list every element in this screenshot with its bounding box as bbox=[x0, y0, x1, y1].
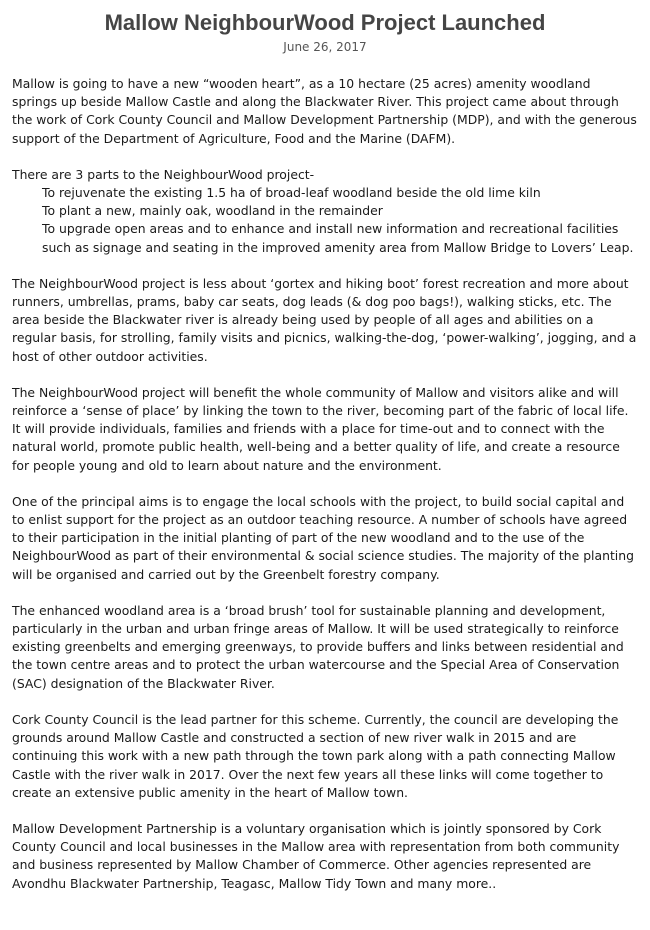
list-item: To upgrade open areas and to enhance and install new information and recreational facilities such as signage and seating in the improved amenity area from Mallow Bridge to Lovers’ Leap. bbox=[42, 221, 634, 255]
paragraph-schools: One of the principal aims is to engage the local schools with the project, to build social capital and to enlist support for the project as an outdoor teaching resource. A number of schools have agreed to their participation in the initial planting of part of the new woodland and to the use of the NeighbourWood as part of their environmental & social science studies. The majority of the planting will be organised and carried out by the Greenbelt forestry company. bbox=[12, 493, 634, 582]
parts-intro: There are 3 parts to the NeighbourWood project- bbox=[12, 166, 315, 182]
list-item: To rejuvenate the existing 1.5 ha of broad-leaf woodland beside the old lime kiln bbox=[42, 185, 541, 201]
paragraph-council: Cork County Council is the lead partner for this scheme. Currently, the council are developing the grounds around Mallow Castle and constructed a section of new river walk in 2015 and are continuing this work with a new path through the town park along with a path connecting Mallow Castle with the river walk in 2017. Over the next few years all these links will come together to create an extensive public amenity in the heart of Mallow town. bbox=[12, 711, 619, 800]
list-item: To plant a new, mainly oak, woodland in the remainder bbox=[42, 203, 383, 219]
publish-date: June 26, 2017 bbox=[283, 40, 367, 54]
paragraph-planning: The enhanced woodland area is a ‘broad brush’ tool for sustainable planning and development, particularly in the urban and urban fringe areas of Mallow. It will be used strategically to reinforce existing greenbelts and emerging greenways, to provide buffers and links between residential and the town centre areas and to protect the urban watercourse and the Special Area of Conservation (SAC) designation of the Blackwater River. bbox=[12, 602, 624, 691]
paragraph-intro: Mallow is going to have a new “wooden heart”, as a 10 hectare (25 acres) amenity woodland springs up beside Mallow Castle and along the Blackwater River. This project came about through the work of Cork County Council and Mallow Development Partnership (MDP), and with the generous support of the Department of Agriculture, Food and the Marine (DAFM). bbox=[12, 76, 637, 146]
parts-list bbox=[12, 184, 638, 257]
paragraph-recreation: The NeighbourWood project is less about ‘gortex and hiking boot’ forest recreation and more about runners, umbrellas, prams, baby car seats, dog leads (& dog poo bags!), walking sticks, etc. The area beside the Blackwater river is already being used by people of all ages and abilities on a regular basis, for strolling, family visits and picnics, walking-the-dog, ‘power-walking’, jogging, and a host of other outdoor activities. bbox=[12, 275, 637, 364]
article-body bbox=[12, 75, 638, 893]
article-title: Mallow NeighbourWood Project Launched bbox=[104, 10, 546, 35]
article bbox=[0, 9, 650, 893]
paragraph-mdp: Mallow Development Partnership is a voluntary organisation which is jointly sponsored by Cork County Council and local businesses in the Mallow area with representation from both community and business represented by Mallow Chamber of Commerce. Other agencies represented are Avondhu Blackwater Partnership, Teagasc, Mallow Tidy Town and many more.. bbox=[12, 820, 620, 891]
paragraph-community: The NeighbourWood project will benefit the whole community of Mallow and visitors alike and will reinforce a ‘sense of place’ by linking the town to the river, becoming part of the fabric of local life. It will provide individuals, families and friends with a place for time-out and to connect with the natural world, promote public health, well-being and a better quality of life, and create a resource for people young and old to learn about nature and the environment. bbox=[12, 384, 629, 473]
